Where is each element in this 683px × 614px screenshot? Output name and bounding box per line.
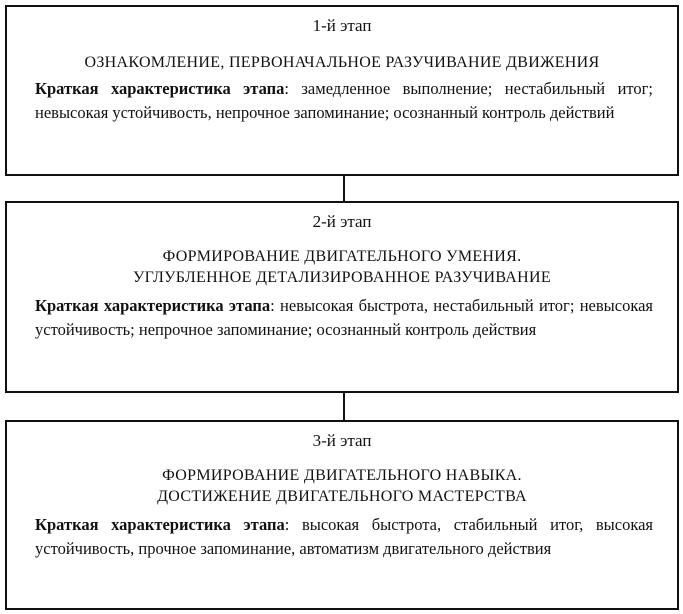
stage-description bbox=[35, 513, 653, 561]
stage-number: 1-й этап bbox=[312, 16, 372, 35]
stage-title-line: ДОСТИЖЕНИЕ ДВИГАТЕЛЬНОГО МАСТЕРСТВА bbox=[157, 488, 527, 505]
stage-description bbox=[35, 77, 653, 125]
stage-description-label: Краткая характеристика этапа bbox=[35, 296, 271, 315]
stage-number: 3-й этап bbox=[312, 431, 372, 450]
stage-box-1 bbox=[5, 5, 679, 176]
stage-description-text: : замедленное выполнение; нестабильный итог; невысокая устойчивость, непрочное запоминание; осознанный контроль действий bbox=[35, 79, 653, 122]
stage-description-text: : невысокая быстрота, нестабильный итог; невысокая устойчивость; непрочное запоминание; осознанный контроль действия bbox=[35, 296, 654, 339]
stage-box-3 bbox=[5, 420, 679, 610]
stage-box-2 bbox=[5, 201, 679, 393]
stage-description-text: : высокая быстрота, стабильный итог, высокая устойчивость, прочное запоминание, автоматизм двигательного действия bbox=[35, 515, 653, 558]
stage-title-line: ФОРМИРОВАНИЕ ДВИГАТЕЛЬНОГО НАВЫКА. bbox=[162, 467, 522, 484]
stage-title bbox=[17, 246, 667, 288]
stage-title-line: ОЗНАКОМЛЕНИЕ, ПЕРВОНАЧАЛЬНОЕ РАЗУЧИВАНИЕ ДВИЖЕНИЯ bbox=[84, 54, 600, 71]
stage-number: 2-й этап bbox=[312, 212, 372, 231]
stage-title-line: УГЛУБЛЕННОЕ ДЕТАЛИЗИРОВАННОЕ РАЗУЧИВАНИЕ bbox=[133, 269, 551, 286]
connector-line bbox=[343, 393, 345, 420]
stage-description-label: Краткая характеристика этапа bbox=[35, 515, 285, 534]
connector-line bbox=[343, 176, 345, 201]
stage-title bbox=[17, 465, 667, 507]
stage-title-line: ФОРМИРОВАНИЕ ДВИГАТЕЛЬНОГО УМЕНИЯ. bbox=[162, 248, 522, 265]
stage-description-label: Краткая характеристика этапа bbox=[35, 79, 285, 98]
stage-description bbox=[35, 294, 653, 342]
stage-title bbox=[17, 52, 667, 73]
